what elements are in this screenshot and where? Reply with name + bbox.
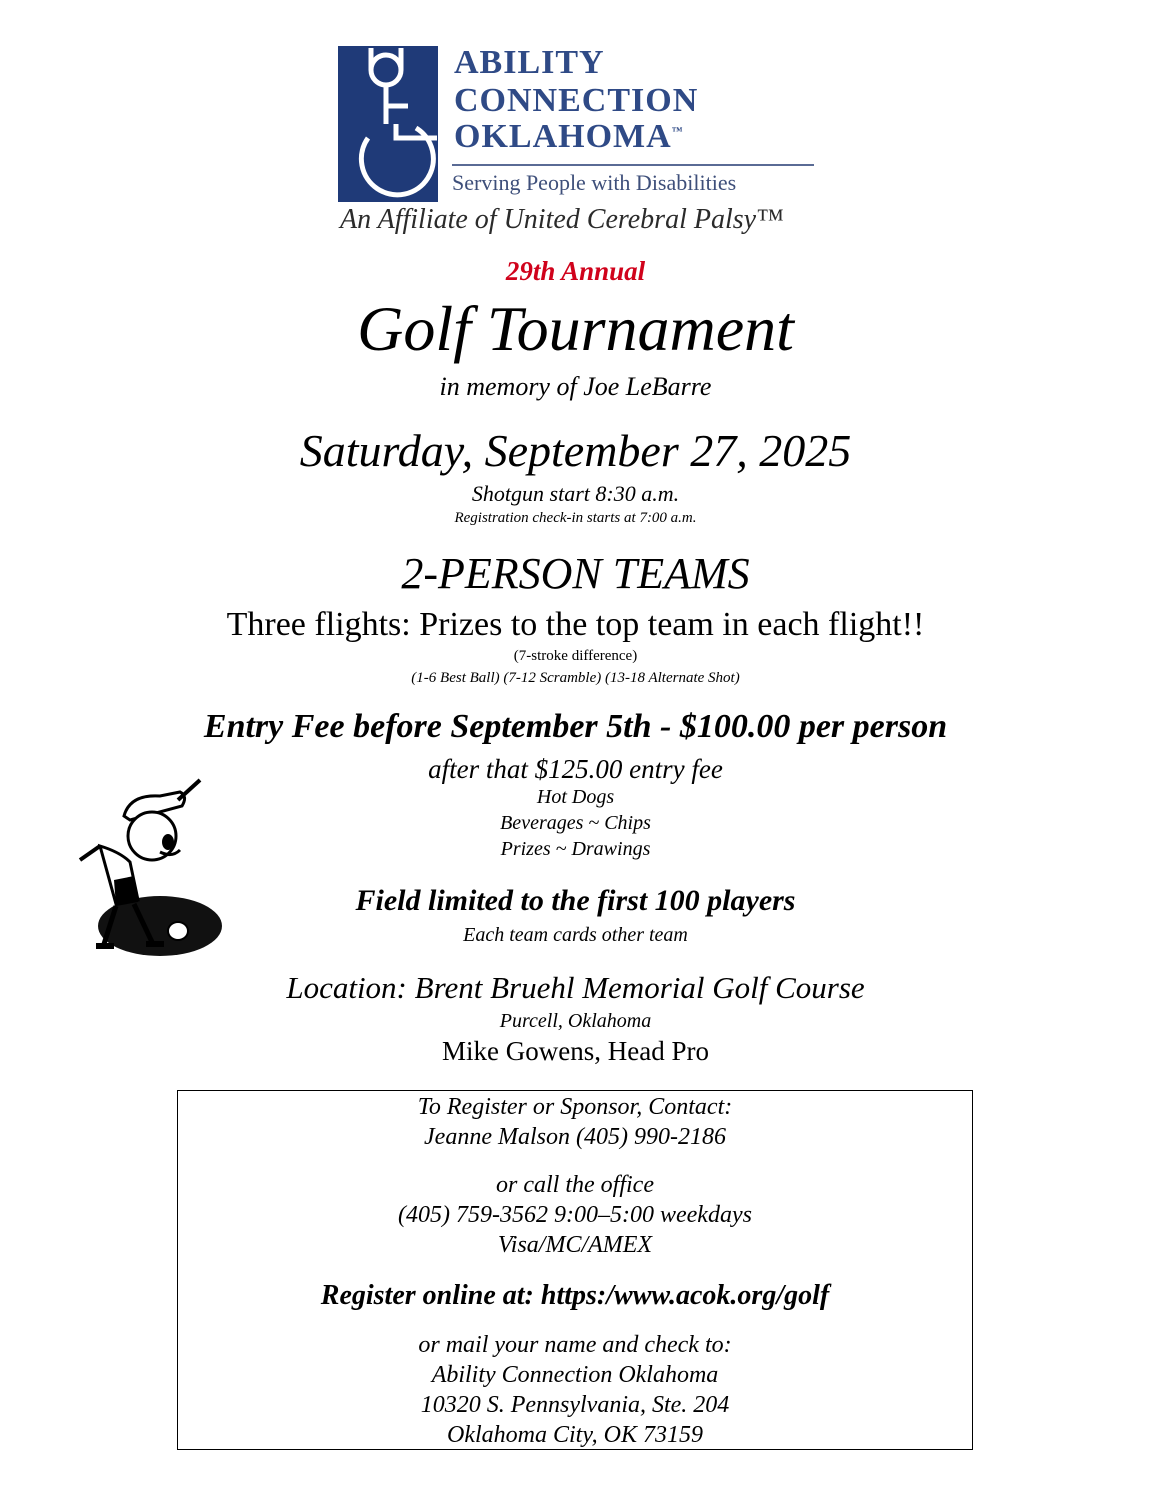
memory-line: in memory of Joe LeBarre (439, 372, 712, 401)
perk-hot-dogs: Hot Dogs (536, 786, 615, 808)
logo-line-connection: CONNECTION (454, 82, 699, 119)
stroke-difference: (7-stroke difference) (513, 648, 638, 664)
mail-city: Oklahoma City, OK 73159 (447, 1422, 703, 1448)
event-title: Golf Tournament (357, 293, 794, 364)
entry-fee: Entry Fee before September 5th - $100.00 per person (203, 708, 948, 745)
teams-heading: 2-PERSON TEAMS (401, 549, 750, 598)
checkin-time: Registration check-in starts at 7:00 a.m. (454, 510, 697, 526)
ability-connection-logo-mark (338, 46, 438, 202)
perk-prizes: Prizes ~ Drawings (500, 838, 651, 860)
logo-tagline: Serving People with Disabilities (452, 170, 737, 195)
mail-street: 10320 S. Pennsylvania, Ste. 204 (420, 1392, 730, 1418)
annual-label: 29th Annual (505, 256, 646, 286)
contact-person: Jeanne Malson (405) 990-2186 (424, 1124, 726, 1150)
contact-heading: To Register or Sponsor, Contact: (417, 1094, 733, 1120)
logo-line-oklahoma: OKLAHOMA™ (454, 118, 684, 155)
location-city: Purcell, Oklahoma (499, 1010, 652, 1032)
cards-note: Each team cards other team (463, 924, 688, 946)
payment-methods: Visa/MC/AMEX (497, 1232, 653, 1258)
format-line: (1-6 Best Ball) (7-12 Scramble) (13-18 Alternate Shot) (411, 670, 740, 686)
shotgun-start: Shotgun start 8:30 a.m. (471, 481, 680, 506)
office-call: or call the office (496, 1172, 654, 1198)
perk-beverages: Beverages ~ Chips (500, 812, 651, 834)
mail-instruction: or mail your name and check to: (418, 1332, 732, 1358)
logo-divider (452, 164, 814, 166)
field-limit: Field limited to the first 100 players (355, 884, 796, 917)
mail-org: Ability Connection Oklahoma (431, 1362, 719, 1388)
office-phone-hours: (405) 759-3562 9:00–5:00 weekdays (398, 1202, 752, 1228)
logo-affiliate: An Affiliate of United Cerebral Palsy™ (340, 204, 784, 235)
logo-line-ability: ABILITY (454, 44, 605, 81)
register-online[interactable]: Register online at: https:/www.acok.org/golf (320, 1280, 830, 1311)
event-date: Saturday, September 27, 2025 (299, 425, 852, 476)
late-fee: after that $125.00 entry fee (428, 754, 723, 784)
flights-line: Three flights: Prizes to the top team in each flight!! (226, 606, 925, 643)
location: Location: Brent Bruehl Memorial Golf Course (286, 970, 865, 1005)
head-pro: Mike Gowens, Head Pro (442, 1036, 709, 1066)
